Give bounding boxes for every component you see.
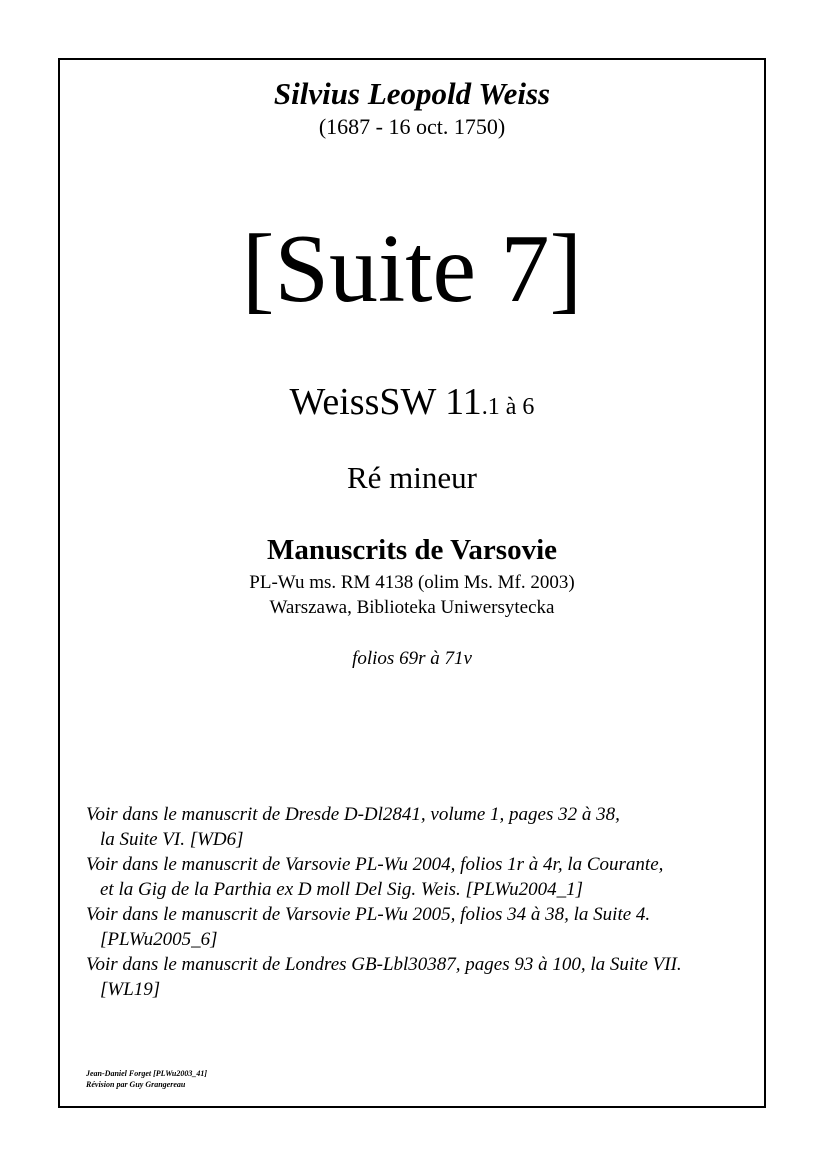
- credits: [86, 1068, 207, 1090]
- note-line-continued: [WL19]: [100, 979, 161, 1000]
- note-item: [86, 802, 756, 852]
- composer-dates: (1687 - 16 oct. 1750): [318, 114, 506, 139]
- catalog-main: WeissSW 11: [289, 381, 482, 423]
- composer-name: Silvius Leopold Weiss: [273, 76, 551, 111]
- note-item: [86, 852, 756, 902]
- manuscript-folios: folios 69r à 71v: [352, 648, 472, 669]
- catalog-sub: .1 à 6: [481, 394, 535, 420]
- note-line-continued: [PLWu2005_6]: [100, 929, 218, 950]
- note-item: [86, 902, 756, 952]
- note-line: Voir dans le manuscrit de Londres GB-Lbl30387, pages 93 à 100, la Suite VII.: [86, 954, 682, 975]
- manuscript-title: Manuscrits de Varsovie: [267, 534, 557, 566]
- work-title: [Suite 7]: [241, 215, 583, 323]
- see-also-notes: [86, 802, 756, 1002]
- page-frame: [58, 58, 766, 1108]
- note-line-continued: et la Gig de la Parthia ex D moll Del Sig. Weis. [PLWu2004_1]: [100, 879, 584, 900]
- note-line-continued: la Suite VI. [WD6]: [100, 829, 244, 850]
- note-line: Voir dans le manuscrit de Varsovie PL-Wu 2004, folios 1r à 4r, la Courante,: [86, 854, 664, 875]
- credit-revision: Révision par Guy Grangereau: [86, 1080, 186, 1089]
- work-key: Ré mineur: [347, 460, 477, 495]
- note-line: Voir dans le manuscrit de Dresde D-Dl2841, volume 1, pages 32 à 38,: [86, 804, 620, 825]
- credit-author: Jean-Daniel Forget [PLWu2003_41]: [86, 1069, 208, 1078]
- note-line: Voir dans le manuscrit de Varsovie PL-Wu 2005, folios 34 à 38, la Suite 4.: [86, 904, 651, 925]
- manuscript-reference: PL-Wu ms. RM 4138 (olim Ms. Mf. 2003): [249, 572, 575, 593]
- catalog-number: [60, 380, 764, 424]
- manuscript-library: Warszawa, Biblioteka Uniwersytecka: [269, 597, 555, 618]
- note-item: [86, 952, 756, 1002]
